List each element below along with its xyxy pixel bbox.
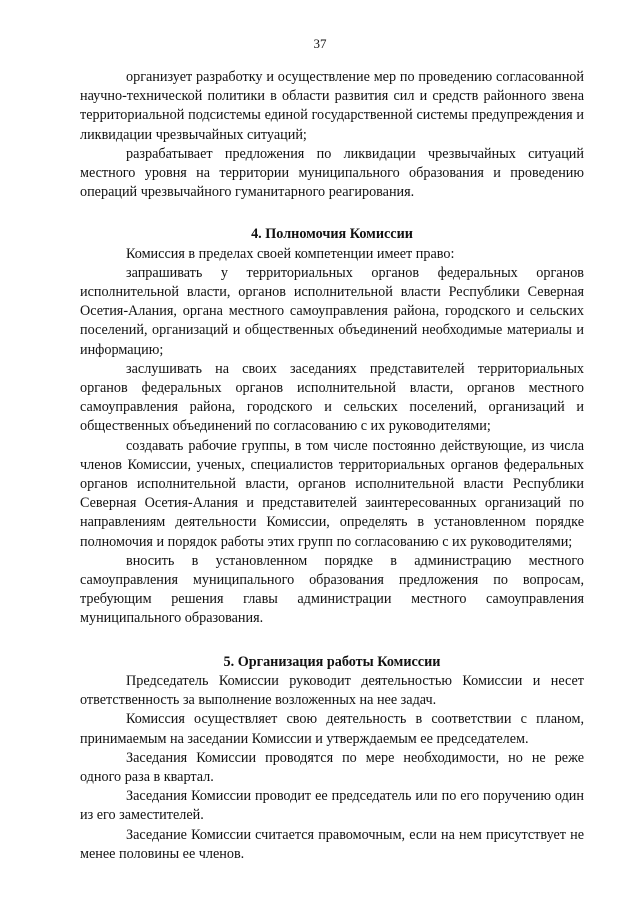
- document-body: [80, 68, 584, 864]
- paragraph: создавать рабочие группы, в том числе постоянно действующие, из числа членов Комиссии, ученых, специалистов территориальных органов федеральных органов исполнительной власти, органов исполнительной власти Республики Северная Осетия-Алания и представителей заинтересованных организаций по направлениям деятельности Комиссии, определять в установленном порядке полномочия и порядок работы этих групп по согласованию с их руководителями;: [80, 437, 584, 550]
- paragraph: заслушивать на своих заседаниях представителей территориальных органов федеральных органов исполнительной власти, органов местного самоуправления района, городского и сельских поселений, организаций и общественных объединений по согласованию с их руководителями;: [80, 360, 584, 435]
- paragraph: вносить в установленном порядке в администрацию местного самоуправления муниципального образования предложения по вопросам, требующим решения главы администрации местного самоуправления муниципального образования.: [80, 552, 584, 627]
- paragraph: Заседания Комиссии проводятся по мере необходимости, но не реже одного раза в квартал.: [80, 749, 584, 785]
- section-heading: 5. Организация работы Комиссии: [223, 653, 441, 670]
- section-heading: 4. Полномочия Комиссии: [251, 226, 413, 243]
- paragraph: организует разработку и осуществление мер по проведению согласованной научно-технической политики в области развития сил и средств районного звена территориальной подсистемы единой государственной системы предупреждения и ликвидации чрезвычайных ситуаций;: [80, 69, 584, 143]
- paragraph: Председатель Комиссии руководит деятельностью Комиссии и несет ответственность за выполнение возложенных на нее задач.: [80, 672, 584, 709]
- paragraph: Заседания Комиссии проводит ее председатель или по его поручению один из его заместителей.: [80, 788, 584, 824]
- page-number: 37: [313, 36, 327, 51]
- paragraph: Заседание Комиссии считается правомочным, если на нем присутствует не менее половины ее членов.: [80, 826, 584, 862]
- paragraph: Комиссия осуществляет свою деятельность в соответствии с планом, принимаемым на заседании Комиссии и утверждаемым ее председателем.: [80, 711, 584, 747]
- paragraph: Комиссия в пределах своей компетенции имеет право:: [126, 245, 455, 262]
- paragraph: запрашивать у территориальных органов федеральных органов исполнительной власти, органов исполнительной власти Республики Северная Осетия-Алания, органа местного самоуправления района, городского и сельских поселений, организаций и общественных объединений необходимые материалы и информацию;: [80, 264, 584, 358]
- paragraph: разрабатывает предложения по ликвидации чрезвычайных ситуаций местного уровня на территории муниципального образования и проведению операций чрезвычайного гуманитарного реагирования.: [80, 145, 584, 201]
